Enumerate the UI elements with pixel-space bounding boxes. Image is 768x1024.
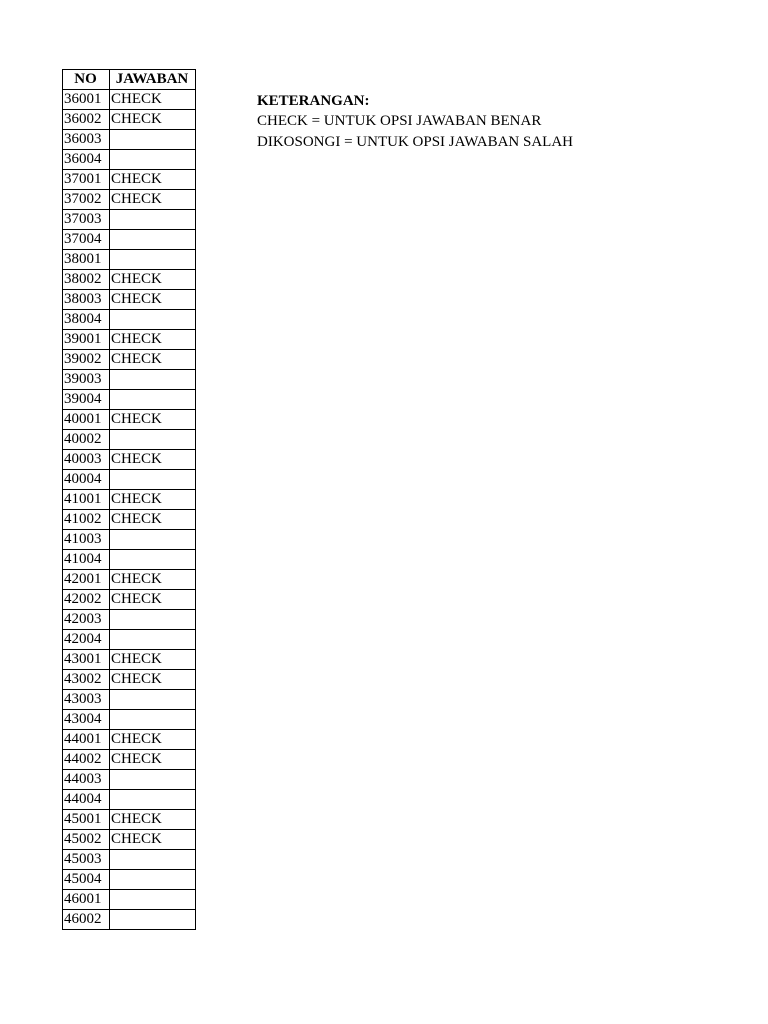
table-row: [63, 670, 196, 690]
answer-cell: CHECK: [110, 650, 196, 670]
answer-cell: CHECK: [110, 350, 196, 370]
row-number-cell: 43003: [63, 690, 110, 710]
row-number-cell: 38002: [63, 270, 110, 290]
legend-title: KETERANGAN:: [257, 93, 370, 109]
row-number-cell: 38003: [63, 290, 110, 310]
table-row: [63, 410, 196, 430]
table-row: [63, 550, 196, 570]
answer-cell: [110, 870, 196, 890]
answer-cell: [110, 130, 196, 150]
answer-cell: CHECK: [110, 330, 196, 350]
row-number-cell: 45001: [63, 810, 110, 830]
answer-cell: [110, 390, 196, 410]
header-answer: JAWABAN: [110, 70, 196, 90]
row-number-cell: 36003: [63, 130, 110, 150]
table-row: [63, 250, 196, 270]
legend-empty-line: DIKOSONGI = UNTUK OPSI JAWABAN SALAH: [257, 133, 574, 150]
row-number-cell: 39001: [63, 330, 110, 350]
answer-cell: CHECK: [110, 510, 196, 530]
table-row: [63, 230, 196, 250]
table-row: [63, 890, 196, 910]
row-number-cell: 36001: [63, 90, 110, 110]
answer-cell: [110, 550, 196, 570]
table-row: [63, 430, 196, 450]
table-row: [63, 790, 196, 810]
answer-cell: [110, 210, 196, 230]
answer-cell: CHECK: [110, 90, 196, 110]
answer-cell: CHECK: [110, 170, 196, 190]
answer-cell: [110, 890, 196, 910]
row-number-cell: 37002: [63, 190, 110, 210]
row-number-cell: 41004: [63, 550, 110, 570]
row-number-cell: 38004: [63, 310, 110, 330]
legend: [257, 91, 573, 152]
header-row: [63, 70, 196, 90]
row-number-cell: 46002: [63, 910, 110, 930]
table-row: [63, 290, 196, 310]
answer-cell: CHECK: [110, 830, 196, 850]
table-row: [63, 650, 196, 670]
table-row: [63, 470, 196, 490]
answer-cell: CHECK: [110, 270, 196, 290]
row-number-cell: 45004: [63, 870, 110, 890]
row-number-cell: 44001: [63, 730, 110, 750]
row-number-cell: 45002: [63, 830, 110, 850]
row-number-cell: 42002: [63, 590, 110, 610]
answer-cell: [110, 370, 196, 390]
answer-cell: CHECK: [110, 730, 196, 750]
table-row: [63, 190, 196, 210]
table-row: [63, 270, 196, 290]
answer-cell: [110, 770, 196, 790]
table-row: [63, 570, 196, 590]
answer-cell: [110, 150, 196, 170]
row-number-cell: 42003: [63, 610, 110, 630]
table-row: [63, 450, 196, 470]
answer-cell: CHECK: [110, 810, 196, 830]
answer-cell: [110, 530, 196, 550]
answer-cell: CHECK: [110, 110, 196, 130]
table-row: [63, 690, 196, 710]
table-row: [63, 150, 196, 170]
answer-cell: [110, 790, 196, 810]
row-number-cell: 44003: [63, 770, 110, 790]
row-number-cell: 43001: [63, 650, 110, 670]
table-row: [63, 810, 196, 830]
row-number-cell: 44004: [63, 790, 110, 810]
table-header: [63, 70, 196, 90]
row-number-cell: 39003: [63, 370, 110, 390]
answer-cell: [110, 430, 196, 450]
row-number-cell: 43004: [63, 710, 110, 730]
row-number-cell: 46001: [63, 890, 110, 910]
table-row: [63, 110, 196, 130]
table-body: [63, 90, 196, 930]
row-number-cell: 41002: [63, 510, 110, 530]
answer-cell: [110, 250, 196, 270]
row-number-cell: 40003: [63, 450, 110, 470]
row-number-cell: 38001: [63, 250, 110, 270]
answer-cell: [110, 610, 196, 630]
answer-cell: [110, 710, 196, 730]
row-number-cell: 37001: [63, 170, 110, 190]
table-row: [63, 350, 196, 370]
answer-cell: [110, 310, 196, 330]
table-row: [63, 590, 196, 610]
row-number-cell: 44002: [63, 750, 110, 770]
row-number-cell: 39004: [63, 390, 110, 410]
table-row: [63, 910, 196, 930]
answer-cell: CHECK: [110, 410, 196, 430]
table-row: [63, 210, 196, 230]
row-number-cell: 40004: [63, 470, 110, 490]
answer-cell: CHECK: [110, 490, 196, 510]
row-number-cell: 37003: [63, 210, 110, 230]
legend-check-line: CHECK = UNTUK OPSI JAWABAN BENAR: [257, 113, 542, 130]
table-row: [63, 710, 196, 730]
table-row: [63, 130, 196, 150]
table-row: [63, 850, 196, 870]
row-number-cell: 43002: [63, 670, 110, 690]
answer-cell: [110, 850, 196, 870]
answer-cell: [110, 230, 196, 250]
row-number-cell: 36002: [63, 110, 110, 130]
answer-cell: CHECK: [110, 190, 196, 210]
answer-table: [62, 69, 196, 930]
table-row: [63, 870, 196, 890]
table-row: [63, 310, 196, 330]
table-row: [63, 530, 196, 550]
table-row: [63, 330, 196, 350]
answer-cell: CHECK: [110, 590, 196, 610]
table-row: [63, 730, 196, 750]
table-row: [63, 750, 196, 770]
table-row: [63, 610, 196, 630]
row-number-cell: 39002: [63, 350, 110, 370]
row-number-cell: 42004: [63, 630, 110, 650]
answer-cell: [110, 630, 196, 650]
table-row: [63, 630, 196, 650]
table-row: [63, 510, 196, 530]
table-row: [63, 370, 196, 390]
answer-cell: CHECK: [110, 670, 196, 690]
table-row: [63, 830, 196, 850]
answer-cell: [110, 910, 196, 930]
table-row: [63, 390, 196, 410]
table-row: [63, 170, 196, 190]
table-row: [63, 490, 196, 510]
answer-cell: [110, 470, 196, 490]
table-row: [63, 90, 196, 110]
answer-cell: CHECK: [110, 450, 196, 470]
row-number-cell: 37004: [63, 230, 110, 250]
row-number-cell: 36004: [63, 150, 110, 170]
answer-cell: [110, 690, 196, 710]
row-number-cell: 41001: [63, 490, 110, 510]
answer-cell: CHECK: [110, 750, 196, 770]
row-number-cell: 42001: [63, 570, 110, 590]
row-number-cell: 40001: [63, 410, 110, 430]
answer-cell: CHECK: [110, 290, 196, 310]
header-no: NO: [63, 70, 110, 90]
answer-cell: CHECK: [110, 570, 196, 590]
row-number-cell: 40002: [63, 430, 110, 450]
row-number-cell: 41003: [63, 530, 110, 550]
table-row: [63, 770, 196, 790]
row-number-cell: 45003: [63, 850, 110, 870]
